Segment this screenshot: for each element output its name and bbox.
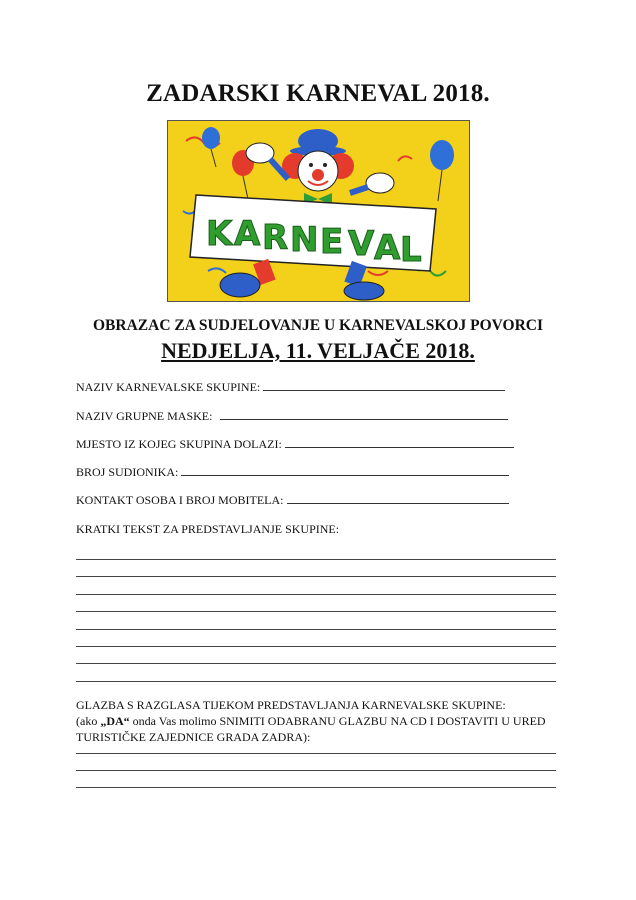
field-participants [76, 465, 509, 480]
writing-line[interactable] [76, 629, 556, 630]
clown-illustration [168, 121, 469, 301]
field-label: MJESTO IZ KOJEG SKUPINA DOLAZI: [76, 437, 282, 451]
writing-line[interactable] [76, 787, 556, 788]
field-label: BROJ SUDIONIKA: [76, 465, 179, 479]
field-group-name [76, 380, 505, 395]
writing-line[interactable] [76, 576, 556, 577]
document-title: ZADARSKI KARNEVAL 2018. [146, 80, 490, 107]
music-instruction: (ako „DA“ onda Vas molimo SNIMITI ODABRANU GLAZBU NA CD I DOSTAVITI U URED [76, 714, 546, 728]
event-date: NEDJELJA, 11. VELJAČE 2018. [161, 338, 475, 363]
fill-in-line[interactable] [220, 409, 508, 420]
fill-in-line[interactable] [181, 465, 509, 476]
field-contact [76, 493, 509, 508]
music-question: GLAZBA S RAZGLASA TIJEKOM PREDSTAVLJANJA KARNEVALSKE SKUPINE: [76, 698, 506, 712]
field-label: KONTAKT OSOBA I BROJ MOBITELA: [76, 493, 284, 507]
writing-line[interactable] [76, 753, 556, 754]
writing-line[interactable] [76, 646, 556, 647]
blue-balloon [430, 140, 454, 170]
field-label: NAZIV GRUPNE MASKE: [76, 409, 213, 423]
sign-letter: N [290, 220, 319, 260]
form-subtitle: OBRAZAC ZA SUDJELOVANJE U KARNEVALSKOJ POVORCI [93, 317, 543, 334]
fill-in-line[interactable] [285, 437, 514, 448]
karneval-banner-image [167, 120, 470, 302]
music-instruction-cont: TURISTIČKE ZAJEDNICE GRADA ZADRA): [76, 730, 311, 744]
sign-letter: V [348, 224, 375, 264]
fill-in-line[interactable] [287, 493, 509, 504]
sign-letter: R [262, 218, 289, 258]
clown-shoe [220, 273, 260, 297]
field-label: NAZIV KARNEVALSKE SKUPINE: [76, 380, 261, 394]
sign-letter: L [400, 230, 422, 270]
short-text-heading: KRATKI TEKST ZA PREDSTAVLJANJE SKUPINE: [76, 522, 340, 536]
writing-line[interactable] [76, 611, 556, 612]
writing-line[interactable] [76, 663, 556, 664]
sign-letter: A [234, 214, 261, 254]
sign-letter: E [320, 222, 344, 262]
sign-letter: A [374, 228, 401, 268]
sign-letter: K [206, 214, 233, 254]
field-origin-place [76, 437, 514, 452]
writing-line[interactable] [76, 559, 556, 560]
writing-line[interactable] [76, 681, 556, 682]
writing-line[interactable] [76, 594, 556, 595]
field-group-mask [76, 409, 508, 424]
music-section [76, 697, 576, 745]
writing-line[interactable] [76, 770, 556, 771]
clown-shoe [344, 282, 384, 300]
fill-in-line[interactable] [263, 380, 505, 391]
